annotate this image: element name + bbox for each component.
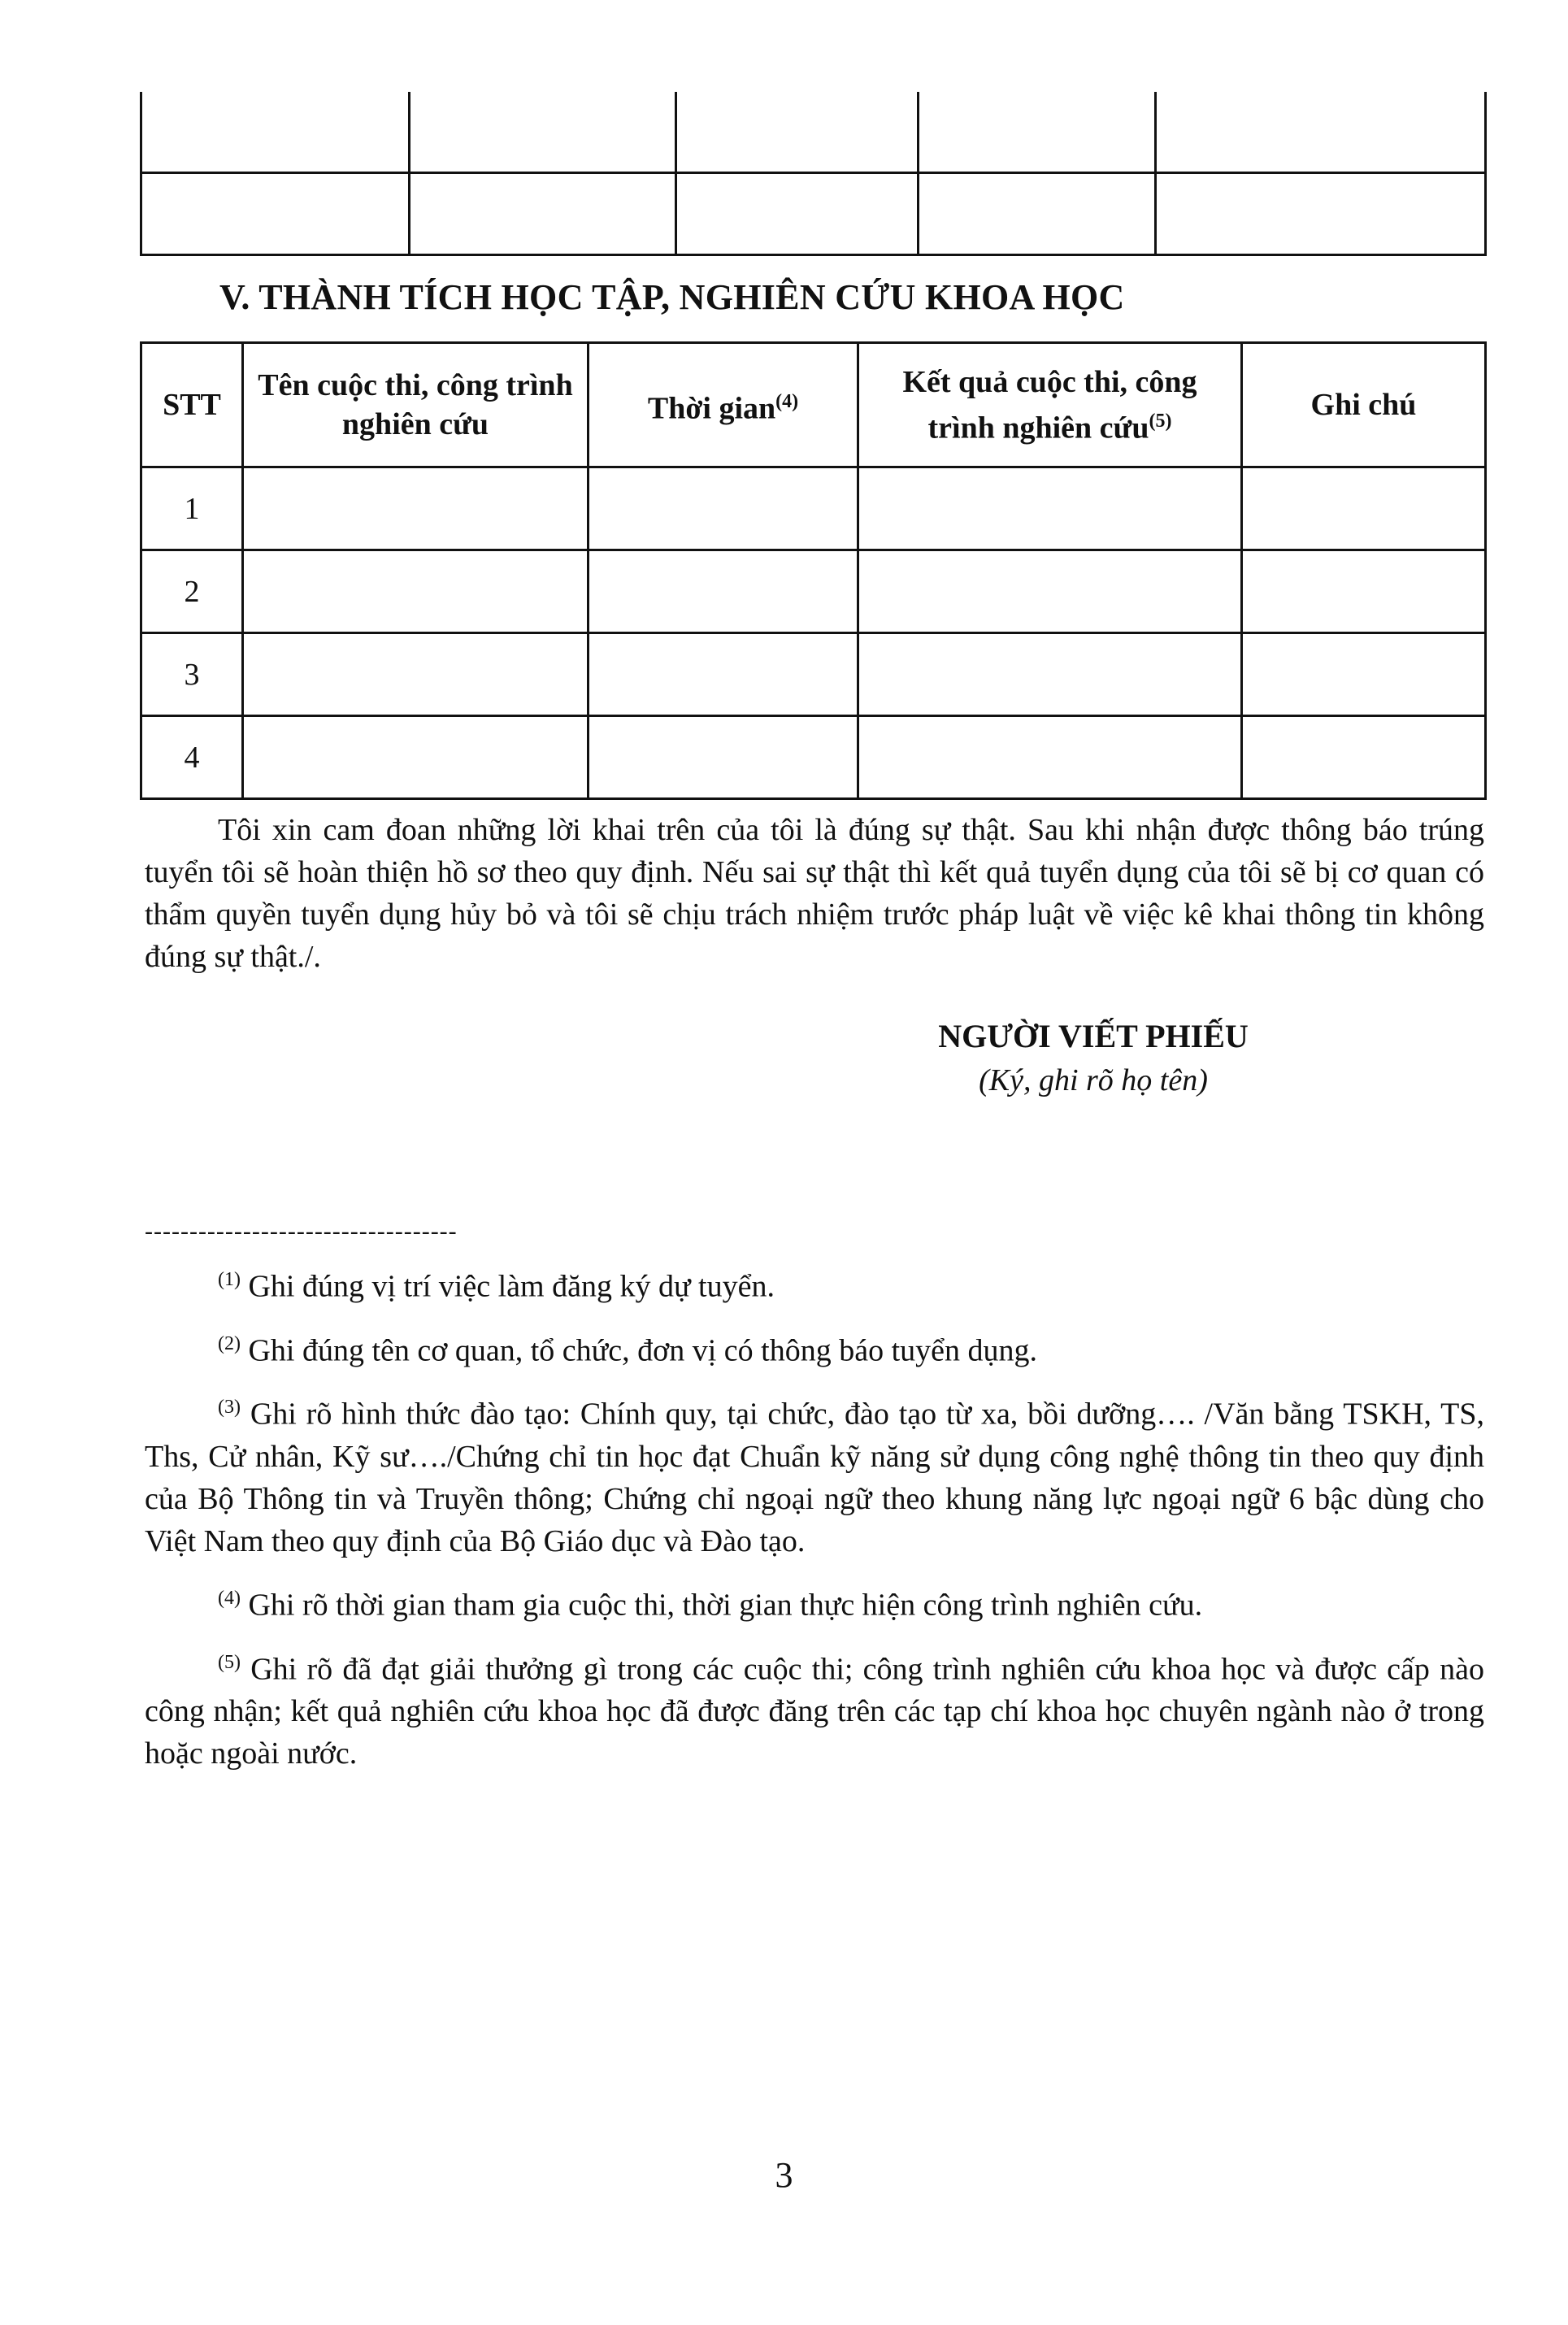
- table-cell[interactable]: [1242, 550, 1486, 633]
- table-cell[interactable]: [858, 716, 1242, 799]
- table-cell[interactable]: [589, 467, 858, 550]
- header-time: Thời gian$^{(4)}$: [589, 343, 858, 467]
- table-cell[interactable]: [858, 633, 1242, 716]
- footnote-separator: -----------------------------------: [145, 1218, 458, 1245]
- table-cell: [410, 92, 676, 173]
- achievements-table: [140, 341, 1487, 800]
- table-row: [141, 92, 1486, 173]
- table-cell: [410, 173, 676, 255]
- previous-table-continuation: [140, 92, 1487, 256]
- table-cell: [676, 92, 919, 173]
- header-note: Ghi chú: [1242, 343, 1486, 467]
- header-name: Tên cuộc thi, công trình nghiên cứu: [243, 343, 589, 467]
- table-row: [141, 716, 1486, 799]
- table-cell[interactable]: [243, 550, 589, 633]
- table-cell[interactable]: [589, 716, 858, 799]
- footnotes: [145, 1258, 1484, 1789]
- table-cell[interactable]: [1242, 716, 1486, 799]
- footnote: $^{(3)}$ Ghi rõ hình thức đào tạo: Chính quy, tại chức, đào tạo từ xa, bồi dưỡng…. /Văn bằng TSKH, TS, Ths, Cử nhân, Kỹ sư…./Chứng chỉ tin học đạt Chuẩn kỹ năng sử dụng công nghệ thông tin theo quy định của Bộ Thông tin và Truyền thông; Chứng chỉ ngoại ngữ theo khung năng lực ngoại ngữ 6 bậc dùng cho Việt Nam theo quy định của Bộ Giáo dục và Đào tạo.: [145, 1397, 1484, 1558]
- table-header-row: [141, 343, 1486, 467]
- table-cell[interactable]: [589, 633, 858, 716]
- footnote: $^{(1)}$ Ghi đúng vị trí việc làm đăng ký dự tuyển.: [218, 1269, 775, 1304]
- row-number: 1: [141, 467, 243, 550]
- section-title: V. THÀNH TÍCH HỌC TẬP, NGHIÊN CỨU KHOA HỌC: [219, 277, 1125, 317]
- signature-block: [902, 1015, 1284, 1102]
- table-cell[interactable]: [858, 550, 1242, 633]
- table-cell: [141, 92, 410, 173]
- table-cell[interactable]: [1242, 633, 1486, 716]
- commitment-paragraph: Tôi xin cam đoan những lời khai trên của tôi là đúng sự thật. Sau khi nhận được thông báo trúng tuyển tôi sẽ hoàn thiện hồ sơ theo quy định. Nếu sai sự thật thì kết quả tuyển dụng của tôi sẽ bị cơ quan có thẩm quyền tuyển dụng hủy bỏ và tôi sẽ chịu trách nhiệm trước pháp luật về việc kê khai thông tin không đúng sự thật./.: [145, 813, 1484, 974]
- row-number: 4: [141, 716, 243, 799]
- table-cell[interactable]: [243, 633, 589, 716]
- header-stt: STT: [141, 343, 243, 467]
- table-cell: [141, 173, 410, 255]
- row-number: 2: [141, 550, 243, 633]
- signer-title: NGƯỜI VIẾT PHIẾU: [938, 1018, 1249, 1054]
- page-number: 3: [775, 2155, 793, 2195]
- table-cell[interactable]: [1242, 467, 1486, 550]
- table-row: [141, 633, 1486, 716]
- table-cell: [1156, 173, 1486, 255]
- row-number: 3: [141, 633, 243, 716]
- table-cell: [1156, 92, 1486, 173]
- table-cell: [919, 92, 1156, 173]
- table-cell[interactable]: [858, 467, 1242, 550]
- table-cell[interactable]: [243, 716, 589, 799]
- header-result: Kết quả cuộc thi, công trình nghiên cứu$^{(5)}$: [858, 343, 1242, 467]
- footnote: $^{(5)}$ Ghi rõ đã đạt giải thưởng gì trong các cuộc thi; công trình nghiên cứu khoa học và được cấp nào công nhận; kết quả nghiên cứu khoa học đã được đăng trên các tạp chí khoa học chuyên ngành nào ở trong hoặc ngoài nước.: [145, 1651, 1484, 1771]
- table-cell: [676, 173, 919, 255]
- table-row: [141, 173, 1486, 255]
- table-cell[interactable]: [243, 467, 589, 550]
- footnote: $^{(2)}$ Ghi đúng tên cơ quan, tổ chức, đơn vị có thông báo tuyển dụng.: [218, 1332, 1037, 1368]
- signer-note: (Ký, ghi rõ họ tên): [979, 1063, 1208, 1097]
- table-cell[interactable]: [589, 550, 858, 633]
- table-row: [141, 467, 1486, 550]
- footnote: $^{(4)}$ Ghi rõ thời gian tham gia cuộc thi, thời gian thực hiện công trình nghiên cứu.: [218, 1587, 1203, 1623]
- table-row: [141, 550, 1486, 633]
- table-cell: [919, 173, 1156, 255]
